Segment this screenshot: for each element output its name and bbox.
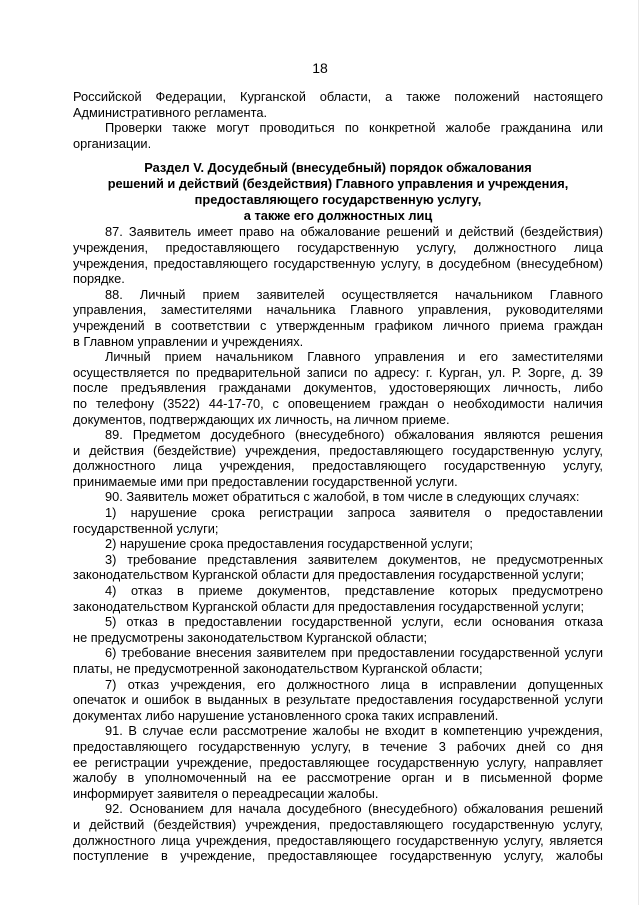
text-line: документах либо нарушение установленного срока таких исправлений.: [73, 707, 499, 723]
text-line: и действий (бездействия) учреждения, предоставляющего государственную услугу,: [73, 816, 603, 832]
text-line: учреждения, предоставляющего государственную услугу, в досудебном (внесудебном): [73, 255, 603, 271]
document-body: [73, 89, 603, 864]
text-line: законодательством Курганской области для предоставления государственной услуги;: [73, 567, 585, 583]
heading-line: предоставляющего государственную услугу,: [194, 192, 482, 208]
text-line: информирует заявителя о переадресации жалобы.: [73, 785, 379, 801]
text-line: Личный прием начальником Главного управления и его заместителями: [105, 349, 603, 365]
text-line: законодательством Курганской области для предоставления государственной услуги;: [73, 598, 585, 614]
text-line: Российской Федерации, Курганской области, а также положений настоящего: [73, 89, 603, 104]
paragraph: [73, 427, 603, 489]
text-line: организации.: [73, 135, 152, 151]
text-line: 6) требование внесения заявителем при предоставлении государственной услуги: [105, 645, 603, 661]
page-edge-line: [638, 0, 639, 905]
text-line: осуществляется по предварительной записи по адресу: г. Курган, ул. Р. Зорге, д. 39: [73, 364, 603, 380]
text-line: и действия (бездействие) учреждения, предоставляющего государственную услугу,: [73, 442, 603, 458]
text-line: опечаток и ошибок в выданных в результате предоставления государственной услуги: [73, 692, 603, 708]
paragraph: [73, 552, 603, 583]
text-line: принимаемые ими при предоставлении государственной услуги.: [73, 473, 458, 489]
text-line: 3) требование представления заявителем документов, не предусмотренных: [105, 551, 603, 567]
heading-spacer: [73, 151, 603, 160]
paragraph: [73, 120, 603, 151]
text-line: жалобу в уполномоченный на ее рассмотрение орган и в письменной форме: [73, 770, 603, 786]
text-line: 88. Личный прием заявителей осуществляется начальником Главного: [105, 286, 603, 302]
paragraph: [73, 489, 603, 505]
text-line: государственной услуги;: [73, 520, 219, 536]
section-heading: [73, 160, 603, 224]
text-line: после предъявления гражданами документов, удостоверяющих личность, либо: [73, 380, 603, 396]
text-line: документов, подтверждающих их личность, на личном приеме.: [73, 411, 450, 427]
text-line: 2) нарушение срока предоставления государственной услуги;: [105, 536, 473, 552]
text-line: Проверки также могут проводиться по конкретной жалобе гражданина или: [105, 120, 603, 136]
text-line: порядке.: [73, 271, 125, 287]
text-line: Административного регламента.: [73, 104, 268, 120]
text-line: по телефону (3522) 44-17-70, с оповещением граждан о необходимости наличия: [73, 395, 603, 411]
text-line: 91. В случае если рассмотрение жалобы не входит в компетенцию учреждения,: [105, 723, 603, 739]
page-number: 18: [312, 60, 328, 76]
text-line: 90. Заявитель может обратиться с жалобой, в том числе в следующих случаях:: [105, 489, 580, 505]
text-line: в Главном управлении и учреждениях.: [73, 333, 304, 349]
text-line: 7) отказ учреждения, его должностного лица в исправлении допущенных: [105, 676, 603, 692]
paragraph: [73, 89, 603, 120]
paragraph: [73, 645, 603, 676]
paragraph: [73, 801, 603, 863]
text-line: 87. Заявитель имеет право на обжалование решений и действий (бездействия): [105, 224, 603, 240]
paragraph: [73, 614, 603, 645]
paragraph: [73, 677, 603, 724]
text-line: учреждения, предоставляющего государственную услугу, должностного лица: [73, 239, 603, 255]
text-line: предоставляющего государственную услугу, в течение 3 рабочих дней со дня: [73, 738, 603, 754]
heading-line: Раздел V. Досудебный (внесудебный) порядок обжалования: [144, 160, 532, 176]
text-line: должностного лица учреждения, предоставляющего государственную услугу, является: [73, 832, 603, 848]
heading-line: а также его должностных лиц: [243, 208, 433, 224]
paragraph: [73, 723, 603, 801]
text-line: 92. Основанием для начала досудебного (внесудебного) обжалования решений: [105, 801, 603, 817]
text-line: ее регистрации учреждение, предоставляющее государственную услугу, направляет: [73, 754, 603, 770]
text-line: учреждений в соответствии с утвержденным графиком личного приема граждан: [73, 317, 603, 333]
paragraph: [73, 224, 603, 286]
text-line: 4) отказ в приеме документов, представление которых предусмотрено: [105, 583, 603, 599]
text-line: поступление в учреждение, предоставляющее государственную услугу, жалобы: [73, 848, 603, 864]
text-line: 1) нарушение срока регистрации запроса заявителя о предоставлении: [105, 505, 603, 521]
text-line: должностного лица учреждения, предоставляющего государственную услугу,: [73, 458, 603, 474]
paragraph: [73, 505, 603, 536]
text-line: 89. Предметом досудебного (внесудебного) обжалования являются решения: [105, 427, 603, 443]
text-line: не предусмотрены законодательством Курганской области;: [73, 629, 428, 645]
paragraph: [73, 583, 603, 614]
heading-line: решений и действий (бездействия) Главного управления и учреждения,: [107, 176, 569, 192]
paragraph: [73, 536, 603, 552]
text-line: платы, не предусмотренной законодательством Курганской области;: [73, 661, 483, 676]
text-line: управления, заместителями начальника Главного управления, руководителями: [73, 302, 603, 318]
paragraph: [73, 349, 603, 427]
text-line: 5) отказ в предоставлении государственной услуги, если основания отказа: [105, 614, 603, 630]
paragraph: [73, 287, 603, 349]
